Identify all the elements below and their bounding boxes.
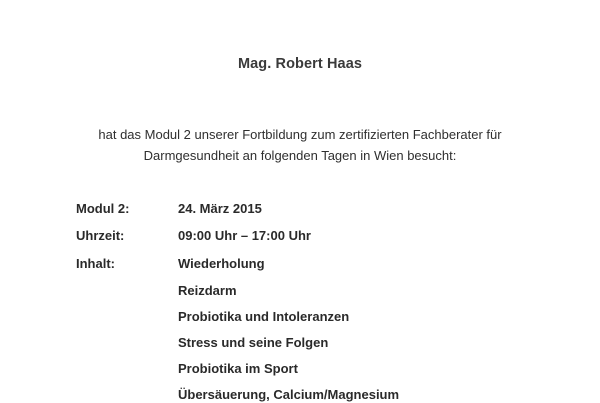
inhalt-item: Stress und seine Folgen [178,335,329,350]
inhalt-item: Übersäuerung, Calcium/Magnesium [178,387,400,402]
recipient-name: Mag. Robert Haas [237,56,363,72]
modul-label: Modul 2: [76,201,130,216]
inhalt-label: Inhalt: [76,256,115,271]
inhalt-item: Probiotika und Intoleranzen [178,309,350,324]
uhrzeit-value: 09:00 Uhr – 17:00 Uhr [178,228,311,243]
inhalt-item: Probiotika im Sport [178,361,298,376]
inhalt-item: Wiederholung [178,256,265,271]
inhalt-item: Reizdarm [178,283,237,298]
modul-date: 24. März 2015 [178,201,262,216]
intro-line-1: hat das Modul 2 unserer Fortbildung zum zertifizierten Fachberater für [98,127,502,142]
intro-line-2: Darmgesundheit an folgenden Tagen in Wien besucht: [143,148,457,163]
uhrzeit-label: Uhrzeit: [76,228,125,243]
